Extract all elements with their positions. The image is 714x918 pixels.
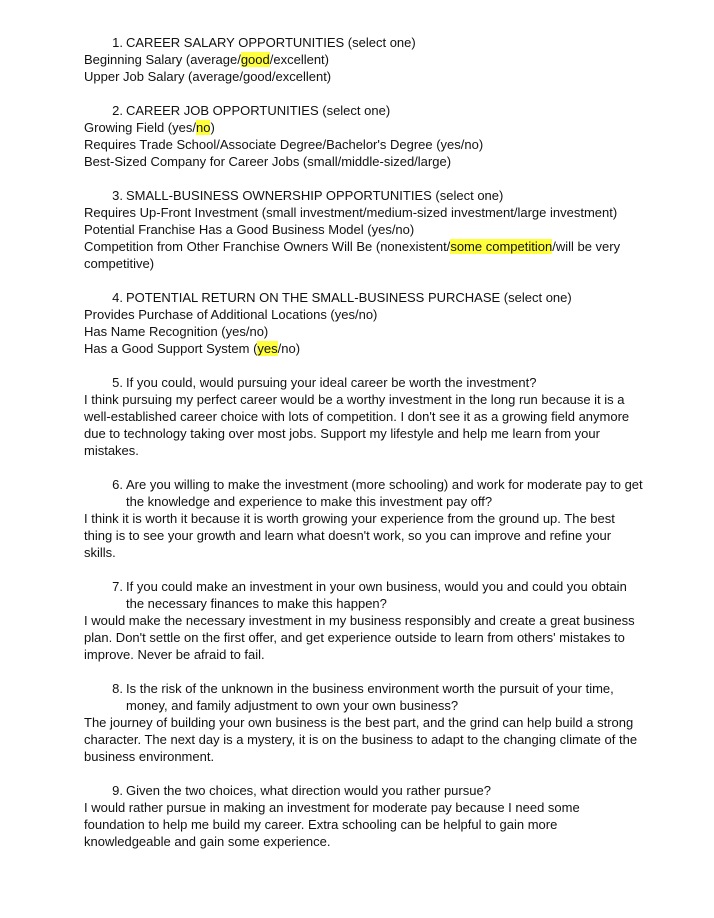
- section-1: [84, 34, 644, 85]
- line-text: Potential Franchise Has a Good Business Model (yes/no): [84, 222, 415, 237]
- option-line: [84, 153, 644, 170]
- question-text: Given the two choices, what direction would you rather pursue?: [126, 783, 491, 798]
- line-text: Provides Purchase of Additional Locations (yes/no): [84, 307, 378, 322]
- line-text: /no): [277, 341, 301, 356]
- question-1: [84, 34, 644, 51]
- document-page: [84, 34, 644, 867]
- selected-highlight: good: [240, 52, 270, 67]
- question-number: 2.: [112, 103, 123, 118]
- question-text: SMALL-BUSINESS OWNERSHIP OPPORTUNITIES (select one): [126, 188, 504, 203]
- option-line: [84, 340, 644, 357]
- section-3: [84, 187, 644, 272]
- line-text: Requires Up-Front Investment (small investment/medium-sized investment/large investment): [84, 205, 618, 220]
- section-5: [84, 374, 644, 459]
- section-2: [84, 102, 644, 170]
- question-text: If you could make an investment in your own business, would you and could you obtain the necessary finances to make this happen?: [126, 579, 627, 611]
- question-number: 9.: [112, 783, 123, 798]
- question-text: CAREER SALARY OPPORTUNITIES (select one): [126, 35, 416, 50]
- line-text: Best-Sized Company for Career Jobs (small/middle-sized/large): [84, 154, 452, 169]
- question-8: [84, 680, 644, 714]
- question-9: [84, 782, 644, 799]
- option-line: [84, 136, 644, 153]
- question-number: 1.: [112, 35, 123, 50]
- option-line: [84, 68, 644, 85]
- option-line: [84, 221, 644, 238]
- line-text: ): [210, 120, 215, 135]
- question-4: [84, 289, 644, 306]
- line-text: Has Name Recognition (yes/no): [84, 324, 269, 339]
- line-text: /excellent): [269, 52, 329, 67]
- option-line: [84, 119, 644, 136]
- line-text: Growing Field (yes/: [84, 120, 196, 135]
- line-text: Has a Good Support System (: [84, 341, 258, 356]
- section-8: [84, 680, 644, 765]
- line-text: Upper Job Salary (average/good/excellent): [84, 69, 332, 84]
- answer-text: I think it is worth it because it is worth growing your experience from the ground up. The best thing is to see your growth and learn what doesn't work, so you can improve and refine your skills.: [84, 511, 615, 560]
- question-7: [84, 578, 644, 612]
- question-text: POTENTIAL RETURN ON THE SMALL-BUSINESS PURCHASE (select one): [126, 290, 572, 305]
- answer-text: I would make the necessary investment in my business responsibly and create a great business plan. Don't settle on the first offer, and get experience outside to learn from others' mistakes to improve. Never be afraid to fail.: [84, 613, 635, 662]
- line-text: Beginning Salary (average/: [84, 52, 241, 67]
- answer-text: The journey of building your own business is the best part, and the grind can help build a strong character. The next day is a mystery, it is on the business to adapt to the changing climate of the business environment.: [84, 715, 638, 764]
- section-7: [84, 578, 644, 663]
- line-text: Competition from Other Franchise Owners Will Be (nonexistent/: [84, 239, 451, 254]
- option-line: [84, 323, 644, 340]
- section-9: [84, 782, 644, 850]
- answer-text: I would rather pursue in making an investment for moderate pay because I need some foundation to help me build my career. Extra schooling can be helpful to gain more knowledgeable and gain some experience.: [84, 800, 580, 849]
- selected-highlight: yes: [257, 341, 278, 356]
- line-text: /will be very competitive): [84, 239, 621, 271]
- question-number: 5.: [112, 375, 123, 390]
- question-text: Are you willing to make the investment (more schooling) and work for moderate pay to get the knowledge and experience to make this investment pay off?: [126, 477, 643, 509]
- option-line: [84, 51, 644, 68]
- question-2: [84, 102, 644, 119]
- section-4: [84, 289, 644, 357]
- question-number: 8.: [112, 681, 123, 696]
- answer-text: I think pursuing my perfect career would be a worthy investment in the long run because it is a well-established career choice with lots of competition. I don't see it as a growing field anymore due to technology taking over most jobs. Support my lifestyle and help me learn from your mistakes.: [84, 392, 630, 458]
- question-text: If you could, would pursuing your ideal career be worth the investment?: [126, 375, 537, 390]
- question-3: [84, 187, 644, 204]
- selected-highlight: some competition: [450, 239, 553, 254]
- question-number: 7.: [112, 579, 123, 594]
- selected-highlight: no: [195, 120, 211, 135]
- option-line: [84, 306, 644, 323]
- question-number: 3.: [112, 188, 123, 203]
- question-5: [84, 374, 644, 391]
- question-number: 4.: [112, 290, 123, 305]
- option-line: [84, 238, 644, 272]
- question-number: 6.: [112, 477, 123, 492]
- section-6: [84, 476, 644, 561]
- question-text: Is the risk of the unknown in the business environment worth the pursuit of your time, money, and family adjustment to own your own business?: [126, 681, 614, 713]
- line-text: Requires Trade School/Associate Degree/Bachelor's Degree (yes/no): [84, 137, 484, 152]
- question-6: [84, 476, 644, 510]
- option-line: [84, 204, 644, 221]
- question-text: CAREER JOB OPPORTUNITIES (select one): [126, 103, 391, 118]
